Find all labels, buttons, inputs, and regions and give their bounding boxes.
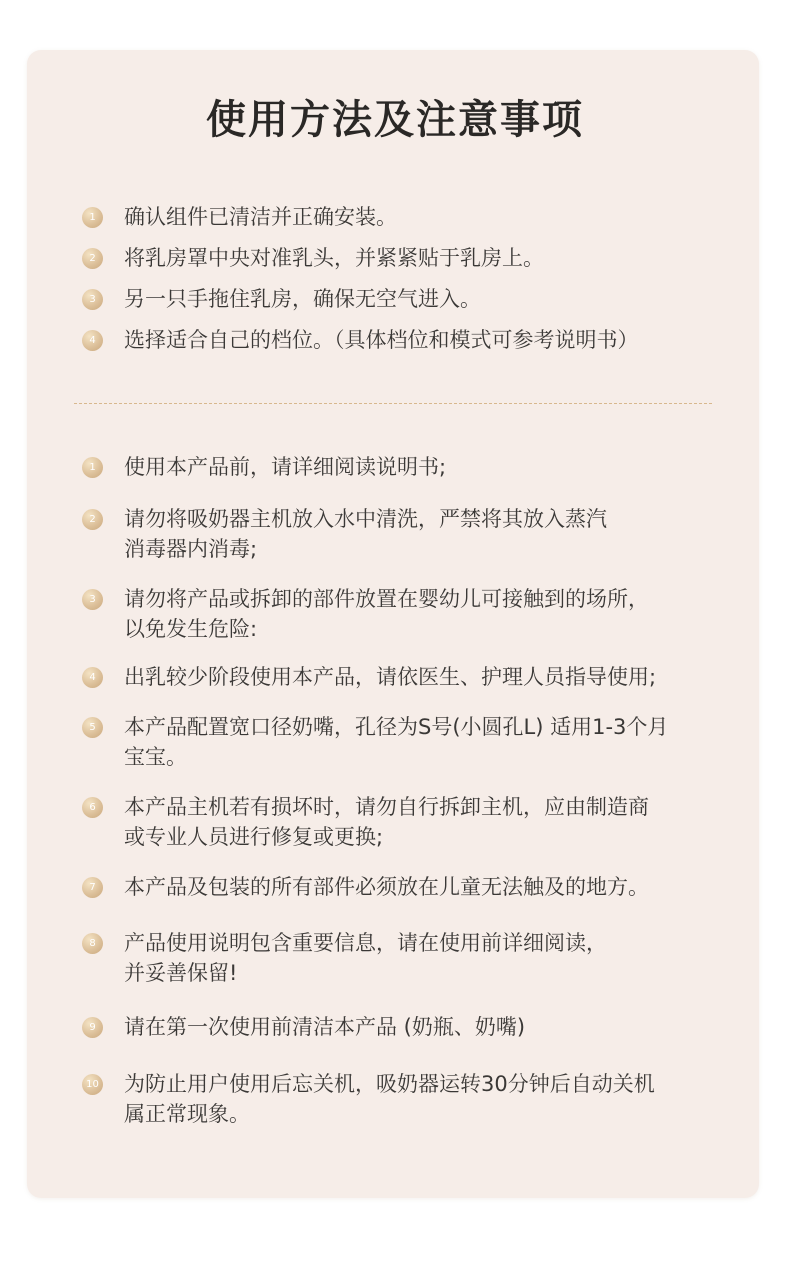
precaution-number-badge: 3 <box>82 589 103 610</box>
precaution-number-badge: 5 <box>82 717 103 738</box>
precaution-text: 本产品主机若有损坏时，请勿自行拆卸主机，应由制造商 或专业人员进行修复或更换; <box>124 795 649 849</box>
precaution-text: 请勿将产品或拆卸的部件放置在婴幼儿可接触到的场所， 以免发生危险: <box>124 587 649 641</box>
precaution-number-badge: 10 <box>82 1074 103 1095</box>
precaution-text: 出乳较少阶段使用本产品，请依医生、护理人员指导使用; <box>124 665 657 689</box>
step-text: 确认组件已清洁并正确安装。 <box>124 205 397 229</box>
precaution-number-badge: 8 <box>82 933 103 954</box>
precaution-number-badge: 6 <box>82 797 103 818</box>
step-number-badge: 3 <box>82 289 103 310</box>
precaution-number-badge: 1 <box>82 457 103 478</box>
precaution-text: 本产品及包装的所有部件必须放在儿童无法触及的地方。 <box>124 875 649 899</box>
precaution-text: 为防止用户使用后忘关机，吸奶器运转30分钟后自动关机 属正常现象。 <box>124 1072 655 1126</box>
precaution-text: 请勿将吸奶器主机放入水中清洗，严禁将其放入蒸汽 消毒器内消毒; <box>124 507 607 561</box>
step-number-badge: 1 <box>82 207 103 228</box>
section-divider <box>74 403 712 404</box>
precaution-text: 请在第一次使用前清洁本产品 (奶瓶、奶嘴) <box>124 1015 526 1039</box>
step-text: 另一只手拖住乳房，确保无空气进入。 <box>124 287 481 311</box>
step-number-badge: 2 <box>82 248 103 269</box>
precaution-number-badge: 9 <box>82 1017 103 1038</box>
precaution-text: 使用本产品前，请详细阅读说明书; <box>124 455 447 479</box>
page-title: 使用方法及注意事项 <box>206 97 584 143</box>
step-text: 将乳房罩中央对准乳头，并紧紧贴于乳房上。 <box>124 246 544 270</box>
precaution-text: 产品使用说明包含重要信息，请在使用前详细阅读， 并妥善保留! <box>124 931 607 985</box>
precaution-number-badge: 4 <box>82 667 103 688</box>
precaution-number-badge: 7 <box>82 877 103 898</box>
precaution-number-badge: 2 <box>82 509 103 530</box>
step-text: 选择适合自己的档位。（具体档位和模式可参考说明书） <box>124 328 639 352</box>
step-number-badge: 4 <box>82 330 103 351</box>
precaution-text: 本产品配置宽口径奶嘴，孔径为S号(小圆孔L) 适用1-3个月 宝宝。 <box>124 715 669 769</box>
